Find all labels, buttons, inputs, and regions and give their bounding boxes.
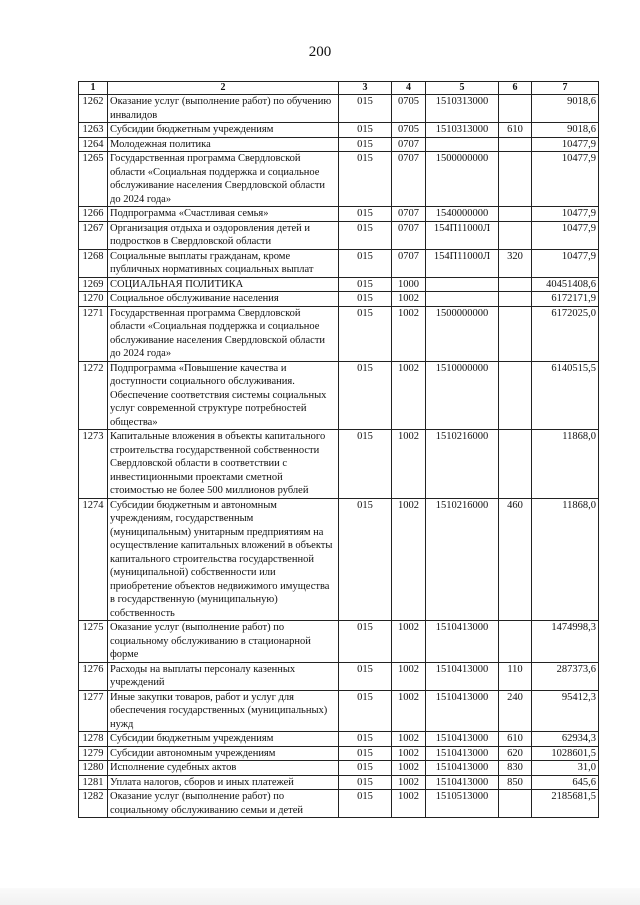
header-cell: 5 <box>426 82 499 95</box>
row-number: 1263 <box>79 123 108 138</box>
row-description: Социальное обслуживание населения <box>108 292 339 307</box>
row-target-article <box>426 292 499 307</box>
row-amount: 10477,9 <box>532 207 599 222</box>
row-number: 1272 <box>79 361 108 430</box>
row-target-article <box>426 277 499 292</box>
row-amount: 9018,6 <box>532 123 599 138</box>
row-number: 1265 <box>79 152 108 207</box>
table-row <box>79 498 599 621</box>
row-description: Субсидии автономным учреждениям <box>108 746 339 761</box>
table-row <box>79 207 599 222</box>
row-description: Организация отдыха и оздоровления детей и подростков в Свердловской области <box>108 221 339 249</box>
row-section-code: 1002 <box>392 361 426 430</box>
table-row <box>79 732 599 747</box>
row-expense-type <box>499 306 532 361</box>
header-row <box>79 82 599 95</box>
row-amount: 6172171,9 <box>532 292 599 307</box>
row-amount: 1474998,3 <box>532 621 599 663</box>
row-target-article: 1510413000 <box>426 746 499 761</box>
row-expense-type: 110 <box>499 662 532 690</box>
row-amount: 1028601,5 <box>532 746 599 761</box>
row-expense-type: 460 <box>499 498 532 621</box>
row-description: Оказание услуг (выполнение работ) по социальному обслуживанию в стационарной форме <box>108 621 339 663</box>
row-amount: 2185681,5 <box>532 790 599 818</box>
row-description: Подпрограмма «Повышение качества и доступности социального обслуживания. Обеспечение соответствия системы социальных услуг современной структуре потребностей общества» <box>108 361 339 430</box>
row-section-code: 1002 <box>392 746 426 761</box>
row-number: 1277 <box>79 690 108 732</box>
row-target-article: 1510313000 <box>426 123 499 138</box>
row-expense-type <box>499 621 532 663</box>
row-target-article: 1510216000 <box>426 430 499 499</box>
row-section-code: 0707 <box>392 137 426 152</box>
row-section-code: 1002 <box>392 662 426 690</box>
scan-bottom-edge <box>0 888 640 905</box>
row-target-article: 1500000000 <box>426 306 499 361</box>
row-description: Субсидии бюджетным и автономным учреждениям, государственным (муниципальным) унитарным предприятиям на осуществление капитальных вложений в объекты капитального строительства государственной (муниципальной) собственности или приобретение объектов недвижимого имущества в государственную (муниципальную) собственность <box>108 498 339 621</box>
table-row <box>79 761 599 776</box>
page-number: 200 <box>308 44 332 60</box>
row-target-article: 1500000000 <box>426 152 499 207</box>
row-ministry-code: 015 <box>339 221 392 249</box>
row-ministry-code: 015 <box>339 430 392 499</box>
row-section-code: 0707 <box>392 221 426 249</box>
row-description: Социальные выплаты гражданам, кроме публичных нормативных социальных выплат <box>108 249 339 277</box>
row-ministry-code: 015 <box>339 761 392 776</box>
row-section-code: 1002 <box>392 775 426 790</box>
row-target-article: 1510413000 <box>426 761 499 776</box>
row-amount: 6140515,5 <box>532 361 599 430</box>
row-description: Оказание услуг (выполнение работ) по социальному обслуживанию семьи и детей <box>108 790 339 818</box>
row-section-code: 0705 <box>392 123 426 138</box>
row-expense-type: 610 <box>499 123 532 138</box>
row-ministry-code: 015 <box>339 498 392 621</box>
row-description: Субсидии бюджетным учреждениям <box>108 123 339 138</box>
row-ministry-code: 015 <box>339 361 392 430</box>
table-row <box>79 137 599 152</box>
row-ministry-code: 015 <box>339 292 392 307</box>
row-section-code: 1000 <box>392 277 426 292</box>
row-amount: 11868,0 <box>532 430 599 499</box>
row-ministry-code: 015 <box>339 95 392 123</box>
row-number: 1282 <box>79 790 108 818</box>
row-expense-type <box>499 152 532 207</box>
row-target-article: 1510413000 <box>426 621 499 663</box>
row-expense-type <box>499 361 532 430</box>
row-description: СОЦИАЛЬНАЯ ПОЛИТИКА <box>108 277 339 292</box>
header-cell: 7 <box>532 82 599 95</box>
row-ministry-code: 015 <box>339 277 392 292</box>
row-section-code: 1002 <box>392 498 426 621</box>
row-expense-type <box>499 430 532 499</box>
row-target-article: 1510413000 <box>426 662 499 690</box>
row-amount: 10477,9 <box>532 249 599 277</box>
row-description: Субсидии бюджетным учреждениям <box>108 732 339 747</box>
row-section-code: 0705 <box>392 95 426 123</box>
row-expense-type: 830 <box>499 761 532 776</box>
row-description: Расходы на выплаты персоналу казенных учреждений <box>108 662 339 690</box>
row-number: 1278 <box>79 732 108 747</box>
row-description: Уплата налогов, сборов и иных платежей <box>108 775 339 790</box>
row-amount: 31,0 <box>532 761 599 776</box>
row-number: 1266 <box>79 207 108 222</box>
row-amount: 62934,3 <box>532 732 599 747</box>
row-ministry-code: 015 <box>339 137 392 152</box>
row-number: 1269 <box>79 277 108 292</box>
row-ministry-code: 015 <box>339 662 392 690</box>
row-ministry-code: 015 <box>339 123 392 138</box>
row-section-code: 1002 <box>392 292 426 307</box>
table-row <box>79 775 599 790</box>
header-cell: 6 <box>499 82 532 95</box>
row-number: 1264 <box>79 137 108 152</box>
row-ministry-code: 015 <box>339 775 392 790</box>
row-ministry-code: 015 <box>339 152 392 207</box>
row-section-code: 1002 <box>392 306 426 361</box>
row-description: Капитальные вложения в объекты капитального строительства государственной собственности Свердловской области в соответствии с инвестиционными проектами сметной стоимостью не более 500 миллионов рублей <box>108 430 339 499</box>
row-target-article: 1510513000 <box>426 790 499 818</box>
table-row <box>79 662 599 690</box>
table-row <box>79 306 599 361</box>
row-amount: 95412,3 <box>532 690 599 732</box>
header-cell: 2 <box>108 82 339 95</box>
header-cell: 1 <box>79 82 108 95</box>
row-amount: 287373,6 <box>532 662 599 690</box>
row-number: 1275 <box>79 621 108 663</box>
table-row <box>79 277 599 292</box>
row-section-code: 1002 <box>392 732 426 747</box>
row-description: Исполнение судебных актов <box>108 761 339 776</box>
row-target-article: 1540000000 <box>426 207 499 222</box>
row-number: 1270 <box>79 292 108 307</box>
row-expense-type: 620 <box>499 746 532 761</box>
row-description: Подпрограмма «Счастливая семья» <box>108 207 339 222</box>
row-target-article <box>426 137 499 152</box>
table-row <box>79 430 599 499</box>
row-target-article: 1510413000 <box>426 775 499 790</box>
row-ministry-code: 015 <box>339 732 392 747</box>
row-section-code: 0707 <box>392 207 426 222</box>
table-row <box>79 790 599 818</box>
row-target-article: 154П11000Л <box>426 249 499 277</box>
row-section-code: 0707 <box>392 249 426 277</box>
row-amount: 40451408,6 <box>532 277 599 292</box>
row-number: 1281 <box>79 775 108 790</box>
table-row <box>79 746 599 761</box>
row-description: Оказание услуг (выполнение работ) по обучению инвалидов <box>108 95 339 123</box>
row-number: 1276 <box>79 662 108 690</box>
row-ministry-code: 015 <box>339 207 392 222</box>
table-row <box>79 249 599 277</box>
table-row <box>79 95 599 123</box>
row-section-code: 0707 <box>392 152 426 207</box>
row-expense-type <box>499 292 532 307</box>
row-ministry-code: 015 <box>339 621 392 663</box>
row-amount: 10477,9 <box>532 221 599 249</box>
row-number: 1262 <box>79 95 108 123</box>
table-row <box>79 221 599 249</box>
row-target-article: 1510413000 <box>426 690 499 732</box>
row-ministry-code: 015 <box>339 249 392 277</box>
table-row <box>79 621 599 663</box>
row-expense-type: 610 <box>499 732 532 747</box>
row-amount: 9018,6 <box>532 95 599 123</box>
header-cell: 3 <box>339 82 392 95</box>
row-section-code: 1002 <box>392 621 426 663</box>
table-row <box>79 690 599 732</box>
row-number: 1268 <box>79 249 108 277</box>
table-row <box>79 152 599 207</box>
row-number: 1274 <box>79 498 108 621</box>
row-section-code: 1002 <box>392 790 426 818</box>
row-expense-type <box>499 137 532 152</box>
row-ministry-code: 015 <box>339 746 392 761</box>
row-section-code: 1002 <box>392 690 426 732</box>
row-ministry-code: 015 <box>339 690 392 732</box>
row-target-article: 1510413000 <box>426 732 499 747</box>
row-number: 1267 <box>79 221 108 249</box>
row-target-article: 1510000000 <box>426 361 499 430</box>
row-section-code: 1002 <box>392 761 426 776</box>
row-target-article: 1510313000 <box>426 95 499 123</box>
budget-table <box>78 81 599 818</box>
row-amount: 10477,9 <box>532 152 599 207</box>
row-description: Государственная программа Свердловской области «Социальная поддержка и социальное обслуживание населения Свердловской области до 2024 года» <box>108 152 339 207</box>
row-description: Молодежная политика <box>108 137 339 152</box>
header-cell: 4 <box>392 82 426 95</box>
row-number: 1273 <box>79 430 108 499</box>
row-ministry-code: 015 <box>339 306 392 361</box>
row-expense-type: 240 <box>499 690 532 732</box>
row-description: Иные закупки товаров, работ и услуг для обеспечения государственных (муниципальных) нужд <box>108 690 339 732</box>
row-number: 1279 <box>79 746 108 761</box>
row-amount: 10477,9 <box>532 137 599 152</box>
row-amount: 6172025,0 <box>532 306 599 361</box>
table-row <box>79 361 599 430</box>
row-section-code: 1002 <box>392 430 426 499</box>
row-expense-type: 850 <box>499 775 532 790</box>
row-expense-type <box>499 221 532 249</box>
row-expense-type <box>499 790 532 818</box>
row-expense-type <box>499 207 532 222</box>
row-description: Государственная программа Свердловской области «Социальная поддержка и социальное обслуживание населения Свердловской области до 2024 года» <box>108 306 339 361</box>
row-expense-type <box>499 95 532 123</box>
row-target-article: 1510216000 <box>426 498 499 621</box>
row-number: 1280 <box>79 761 108 776</box>
table-row <box>79 292 599 307</box>
row-amount: 645,6 <box>532 775 599 790</box>
row-expense-type: 320 <box>499 249 532 277</box>
row-expense-type <box>499 277 532 292</box>
table-row <box>79 123 599 138</box>
row-amount: 11868,0 <box>532 498 599 621</box>
row-target-article: 154П11000Л <box>426 221 499 249</box>
row-ministry-code: 015 <box>339 790 392 818</box>
row-number: 1271 <box>79 306 108 361</box>
